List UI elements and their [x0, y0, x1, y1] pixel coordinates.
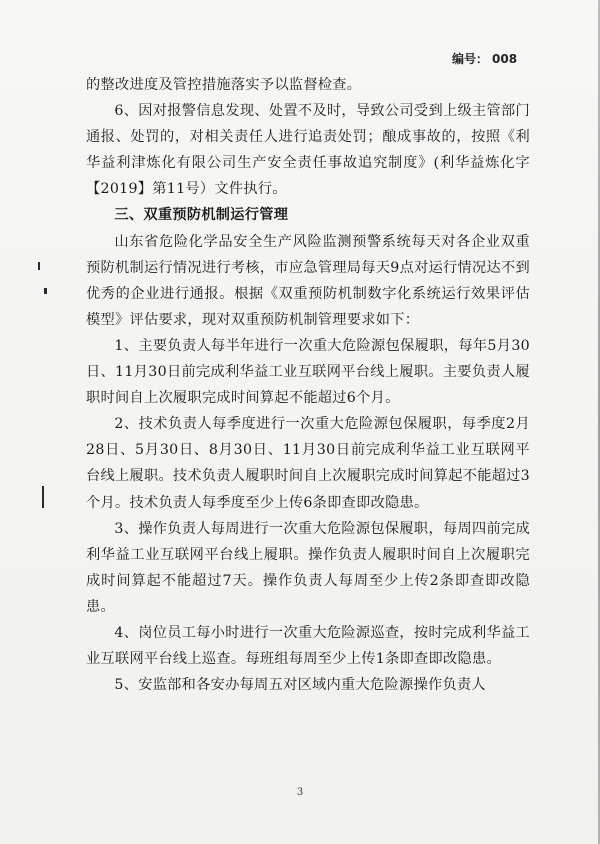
paragraph-intro: 山东省危险化学品安全生产风险监测预警系统每天对各企业双重预防机制运行情况进行考核，市应急管理局每天9点对运行情况达不到优秀的企业进行通报。根据《双重预防机制数字化系统运行效果评估模型》评估要求，现对双重预防机制管理要求如下：	[86, 233, 530, 328]
paragraph-item-5: 5、安监部和各安办每周五对区域内重大危险源操作负责人	[114, 677, 486, 694]
page-number: 3	[296, 787, 304, 798]
scan-mark	[44, 288, 47, 294]
paragraph-item-3: 3、操作负责人每周进行一次重大危险源包保履职，每周四前完成利华益工业互联网平台线上履职。操作负责人履职时间自上次履职完成时间算起不能超过7天。操作负责人每周至少上传2条即查即改隐患。	[86, 520, 530, 615]
paragraph-continuation: 的整改进度及管控措施落实予以监督检查。	[86, 77, 362, 93]
document-number	[452, 50, 521, 67]
section-heading: 三、双重预防机制运行管理	[114, 207, 289, 224]
document-number-value: 008	[492, 52, 518, 66]
scan-mark	[42, 486, 44, 508]
document-number-label: 编号：	[452, 52, 489, 66]
paragraph-item-4: 4、岗位员工每小时进行一次重大危险源巡查，按时完成利华益工业互联网平台线上巡查。每班组每周至少上传1条即查即改隐患。	[86, 624, 530, 668]
document-body	[86, 72, 530, 698]
paragraph-item-2: 2、技术负责人每季度进行一次重大危险源包保履职，每季度2月28日、5月30日、8月30日、11月30日前完成利华益工业互联网平台线上履职。技术负责人履职时间自上次履职完成时间算起不能超过3个月。技术负责人每季度至少上传6条即查即改隐患。	[86, 416, 530, 511]
scan-mark	[38, 262, 40, 270]
paragraph-item-1: 1、主要负责人每半年进行一次重大危险源包保履职，每年5月30日、11月30日前完成利华益工业互联网平台线上履职。主要负责人履职时间自上次履职完成时间算起不能超过6个月。	[86, 337, 530, 407]
paragraph-item-6: 6、因对报警信息发现、处置不及时，导致公司受到上级主管部门通报、处罚的，对相关责任人进行追责处罚；酿成事故的，按照《利华益利津炼化有限公司生产安全责任事故追究制度》(利华益炼化字【2019】第11号）文件执行。	[86, 103, 530, 198]
